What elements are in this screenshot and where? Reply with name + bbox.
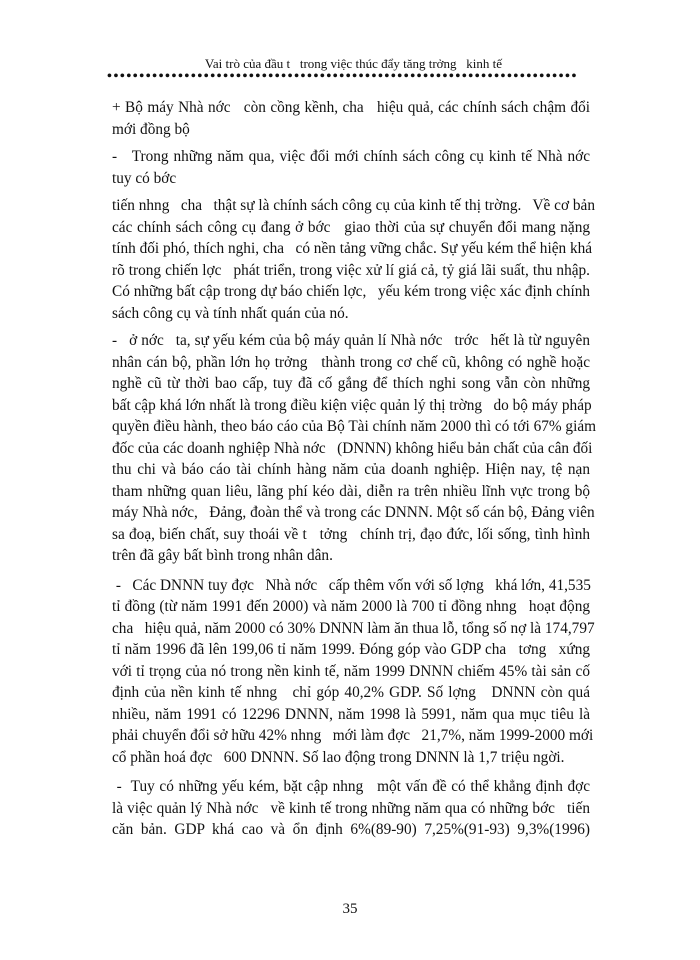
text-line: Có những bất cập trong dự báo chiến lợc, yếu kém trong việc xác định chính — [112, 283, 590, 300]
header-dotted-rule: ••••••••••••••••••••••••••••••••••••••••••••••••••••••••••••••••••••••••• — [107, 72, 578, 82]
text-line: - Tuy có những yếu kém, bặt cập nhng một vấn đề có thể khẳng định đợc — [112, 778, 590, 795]
text-line: + Bộ máy Nhà nớc còn cồng kềnh, cha hiệu quả, các chính sách chậm đổi — [112, 99, 590, 116]
text-line: nghề cũ từ thời bao cấp, tuy đã cố gắng để thích nghi song vẫn còn những — [112, 375, 590, 392]
paragraph-4 — [112, 575, 595, 769]
text-line: căn bản. GDP khá cao và ổn định 6%(89-90) 7,25%(91-93) 9,3%(1996) — [112, 821, 590, 838]
text-line: đốc của các doanh nghiệp Nhà nớc (DNNN) không hiểu bản chất của cân đối — [112, 439, 593, 457]
text-line: sách công cụ và tính nhất quán của nó. — [112, 304, 349, 322]
text-line: quyền điều hành, theo báo cáo của Bộ Tài chính năm 2000 thì có tới 67% giám — [112, 418, 597, 435]
paragraph-5 — [112, 776, 590, 841]
text-line: với tỉ trọng của nó trong nền kinh tế, năm 1999 DNNN chiếm 45% tài sản cố — [112, 662, 590, 680]
text-line: - ở nớc ta, sự yếu kém của bộ máy quản lí Nhà nớc trớc hết là từ nguyên — [112, 332, 590, 349]
text-line: thu chi và báo cáo tài chính hàng năm của doanh nghiệp. Hiện nay, tệ nạn — [112, 461, 590, 478]
text-line: cổ phần hoá đợc 600 DNNN. Số lao động trong DNNN là 1,7 triệu ngời. — [112, 748, 565, 766]
text-line: phải chuyển đổi sở hữu 42% nhng mới làm đợc 21,7%, năm 1999-2000 mới — [112, 727, 594, 744]
paragraph-3 — [112, 330, 597, 567]
page-number: 35 — [342, 901, 358, 917]
text-line: là việc quản lý Nhà nớc về kinh tế trong những năm qua có những bớc tiến — [112, 799, 590, 817]
paragraph-1 — [112, 97, 590, 140]
text-line: rõ trong chiến lợc phát triển, trong việc xử lí giá cả, tỷ giá lãi suất, thu nhập. — [112, 261, 590, 279]
text-line: nhiều, năm 1991 có 12296 DNNN, năm 1998 là 5991, năm qua mục tiêu là — [112, 705, 590, 723]
text-line: tuy có bớc — [112, 169, 177, 187]
running-header: Vai trò của đầu t trong việc thúc đẩy tăng trởng kinh tế — [204, 56, 503, 71]
text-line: cha hiệu quả, năm 2000 có 30% DNNN làm ăn thua lỗ, tổng số nợ là 174,797 — [112, 619, 595, 637]
text-line: tham những quan liêu, lãng phí kéo dài, diễn ra trên nhiều lĩnh vực trong bộ — [112, 482, 590, 500]
text-line: sa đoạ, biến chất, suy thoái về t tởng chính trị, đạo đức, lối sống, tình hình — [112, 525, 590, 543]
text-line: nhân cán bộ, phần lớn họ trởng thành trong cơ chế cũ, không có nghề hoặc — [112, 353, 590, 371]
text-line: tỉ đồng (từ năm 1991 đến 2000) và năm 2000 là 700 tỉ đồng nhng hoạt động — [112, 598, 590, 615]
text-line: máy Nhà nớc, Đảng, đoàn thể và trong các DNNN. Một số cán bộ, Đảng viên — [112, 504, 595, 521]
text-line: tính đối phó, thích nghi, cha có nền tảng vững chắc. Sự yếu kém thể hiện khá — [112, 240, 593, 257]
text-line: - Các DNNN tuy đợc Nhà nớc cấp thêm vốn với số lợng khá lớn, 41,535 — [112, 576, 591, 594]
text-line: các chính sách công cụ đang ở bớc giao thời của sự chuyển đổi mang nặng — [112, 218, 590, 236]
text-line: định của nền kinh tế nhng chỉ góp 40,2% GDP. Số lợng DNNN còn quá — [112, 684, 590, 701]
text-line: bất cập khá lớn nhất là trong điều kiện việc quản lý thị trờng do bộ máy pháp — [112, 396, 592, 414]
text-line: trên đã gây bất bình trong nhân dân. — [112, 547, 333, 564]
text-line: mới đồng bộ — [112, 120, 190, 138]
document-body — [112, 97, 597, 841]
paragraph-2 — [112, 146, 595, 324]
text-line: tiến nhng cha thật sự là chính sách công cụ của kinh tế thị trờng. Về cơ bản — [112, 197, 595, 214]
text-line: tỉ năm 1996 đã lên 199,06 tỉ năm 1999. Đóng góp vào GDP cha tơng xứng — [112, 641, 590, 658]
text-line: - Trong những năm qua, việc đổi mới chính sách công cụ kinh tế Nhà nớc — [112, 148, 590, 165]
